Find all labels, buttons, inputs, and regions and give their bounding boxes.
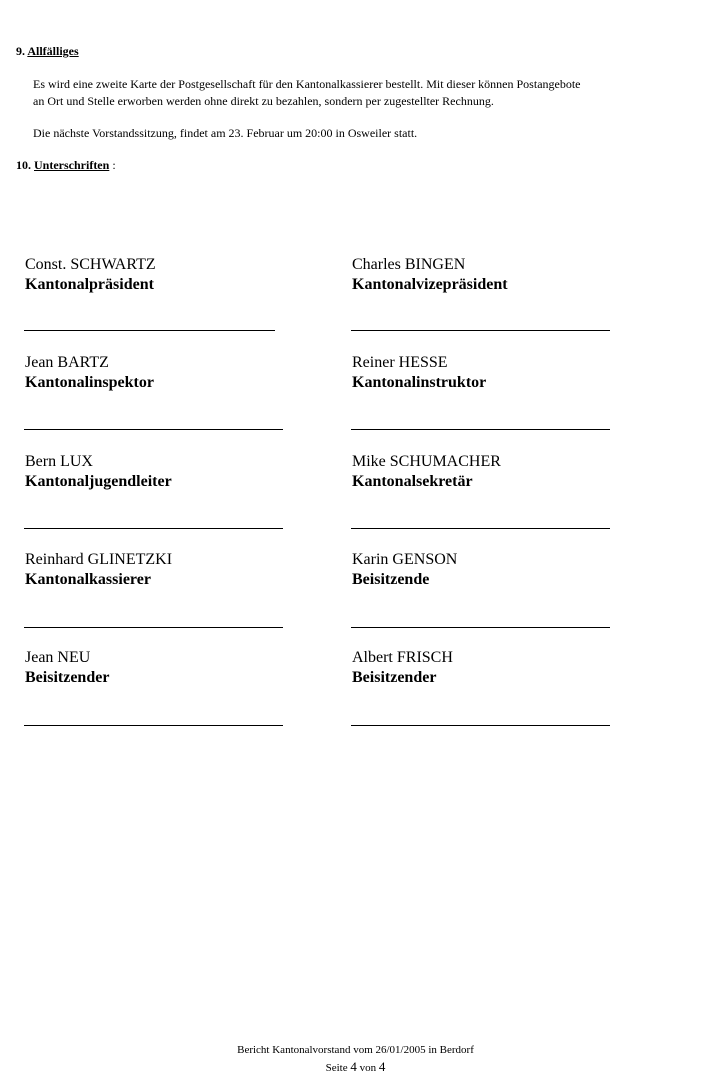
section-9-number: 9. xyxy=(16,44,25,58)
signature-line xyxy=(24,330,275,331)
signatory-role: Beisitzende xyxy=(352,571,430,588)
signatory-role: Kantonalinspektor xyxy=(25,374,154,391)
signatory-role: Beisitzender xyxy=(352,669,437,686)
signature-line xyxy=(24,528,283,529)
signature-line xyxy=(24,725,283,726)
footer-report: Bericht Kantonalvorstand vom 26/01/2005 in Berdorf xyxy=(237,1044,474,1056)
section-9-title: Allfälliges xyxy=(27,44,79,58)
section-9-heading xyxy=(16,44,79,59)
signatory-name: Reiner HESSE xyxy=(352,354,448,371)
signature-line xyxy=(351,627,610,628)
signature-line xyxy=(351,429,610,430)
section-10-heading xyxy=(16,158,116,173)
signatory-name: Mike SCHUMACHER xyxy=(352,453,501,470)
signatory-role: Kantonalpräsident xyxy=(25,276,154,293)
signature-line xyxy=(351,330,610,331)
footer-page-label: Seite xyxy=(325,1062,348,1074)
signatory-name: Jean BARTZ xyxy=(25,354,109,371)
signature-line xyxy=(24,429,283,430)
signatory-role: Kantonaljugendleiter xyxy=(25,473,172,490)
signature-line xyxy=(351,528,610,529)
section-10-title: Unterschriften xyxy=(34,158,110,172)
signatory-name: Charles BINGEN xyxy=(352,256,466,273)
signature-line xyxy=(351,725,610,726)
footer-page-total: 4 xyxy=(378,1059,386,1074)
signatory-name: Bern LUX xyxy=(25,453,93,470)
signatory-role: Kantonalinstruktor xyxy=(352,374,487,391)
section-9-paragraph-2: Die nächste Vorstandssitzung, findet am 23. Februar um 20:00 in Osweiler statt. xyxy=(33,126,418,140)
section-10-number: 10. xyxy=(16,158,31,172)
signatory-role: Kantonalsekretär xyxy=(352,473,473,490)
section-10-suffix: : xyxy=(109,158,116,172)
signatory-role: Kantonalkassierer xyxy=(25,571,151,588)
signature-line xyxy=(24,627,283,628)
signatory-name: Jean NEU xyxy=(25,649,91,666)
signatory-role: Beisitzender xyxy=(25,669,110,686)
signatory-name: Karin GENSON xyxy=(352,551,458,568)
signatory-name: Albert FRISCH xyxy=(352,649,453,666)
footer-page-number xyxy=(0,1059,711,1075)
signatory-role: Kantonalvizepräsident xyxy=(352,276,508,293)
section-9-paragraph-1-line-2: an Ort und Stelle erworben werden ohne direkt zu bezahlen, sondern per zugestellter Rechnung. xyxy=(33,94,494,108)
signatory-name: Reinhard GLINETZKI xyxy=(25,551,173,568)
section-9-paragraph-1-line-1: Es wird eine zweite Karte der Postgesellschaft für den Kantonalkassierer bestellt. Mit dieser können Postangebote xyxy=(33,77,581,91)
signatory-name: Const. SCHWARTZ xyxy=(25,256,156,273)
footer-page-current: 4 xyxy=(350,1059,357,1074)
footer-page-sep: von xyxy=(359,1062,377,1074)
